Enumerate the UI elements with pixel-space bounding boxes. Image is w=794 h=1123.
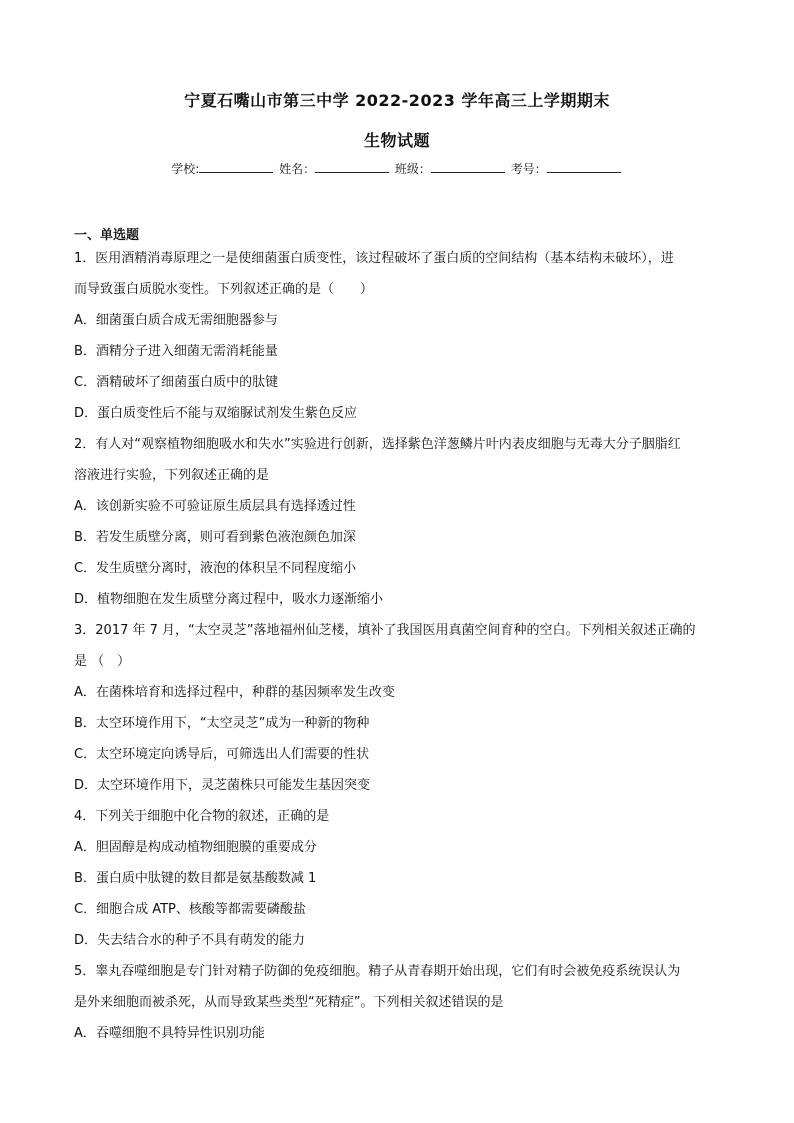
student-info-row — [0, 160, 794, 177]
question-line: 溶液进行实验，下列叙述正确的是 — [74, 468, 270, 483]
question-line: A．吞噬细胞不具特异性识别功能 — [74, 1026, 265, 1041]
question-line: A．胆固醇是构成动植物细胞膜的重要成分 — [74, 840, 317, 855]
question-line: C．酒精破坏了细菌蛋白质中的肽键 — [74, 375, 279, 390]
exam-number-blank[interactable] — [547, 160, 621, 173]
question-line: 3．2017 年 7 月，“太空灵芝”落地福州仙芝楼，填补了我国医用真菌空间育种的空白。下列相关叙述正确的 — [74, 623, 696, 638]
question-line: B．若发生质壁分离，则可看到紫色液泡颜色加深 — [74, 530, 356, 545]
question-line: C．发生质壁分离时，液泡的体积呈不同程度缩小 — [74, 561, 357, 576]
class-label: 班级： — [394, 162, 431, 176]
question-line: C．太空环境定向诱导后，可筛选出人们需要的性状 — [74, 747, 370, 762]
question-line: D．蛋白质变性后不能与双缩脲试剂发生紫色反应 — [74, 406, 358, 421]
question-line: A．在菌株培育和选择过程中，种群的基因频率发生改变 — [74, 685, 395, 700]
question-line: B．蛋白质中肽键的数目都是氨基酸数减 1 — [74, 871, 317, 886]
question-line: D．失去结合水的种子不具有萌发的能力 — [74, 933, 306, 948]
exam-number-label: 考号： — [510, 162, 547, 176]
question-line: D．太空环境作用下，灵芝菌株只可能发生基因突变 — [74, 778, 371, 793]
class-blank[interactable] — [431, 160, 505, 173]
question-line: 是外来细胞而被杀死，从而导致某些类型“死精症”。下列相关叙述错误的是 — [74, 995, 504, 1010]
name-blank[interactable] — [315, 160, 389, 173]
question-line: 2．有人对“观察植物细胞吸水和失水”实验进行创新，选择紫色洋葱鳞片叶内表皮细胞与无毒大分子胭脂红 — [74, 437, 681, 452]
exam-subject-title: 生物试题 — [363, 131, 430, 150]
section-heading: 一、单选题 — [74, 228, 140, 243]
school-blank[interactable] — [199, 160, 273, 173]
question-line: B．太空环境作用下，“太空灵芝”成为一种新的物种 — [74, 716, 370, 731]
question-line: D．植物细胞在发生质壁分离过程中，吸水力逐渐缩小 — [74, 592, 384, 607]
question-line: A．细菌蛋白质合成无需细胞器参与 — [74, 313, 278, 328]
question-line: B．酒精分子进入细菌无需消耗能量 — [74, 344, 278, 359]
question-line: C．细胞合成 ATP、核酸等都需要磷酸盐 — [74, 902, 306, 917]
exam-title: 宁夏石嘴山市第三中学 2022-2023 学年高三上学期期末 — [184, 91, 610, 110]
question-line: A．该创新实验不可验证原生质层具有选择透过性 — [74, 499, 356, 514]
question-line: 5．睾丸吞噬细胞是专门针对精子防御的免疫细胞。精子从青春期开始出现，它们有时会被免疫系统误认为 — [74, 964, 681, 979]
question-line: 是 （ ） — [74, 654, 131, 669]
question-line: 1．医用酒精消毒原理之一是使细菌蛋白质变性，该过程破坏了蛋白质的空间结构（基本结构未破坏），进 — [74, 251, 674, 266]
question-line: 4．下列关于细胞中化合物的叙述，正确的是 — [74, 809, 330, 824]
question-line: 而导致蛋白质脱水变性。下列叙述正确的是（ ） — [74, 282, 374, 297]
name-label: 姓名： — [279, 162, 316, 176]
school-label: 学校: — [171, 162, 200, 176]
